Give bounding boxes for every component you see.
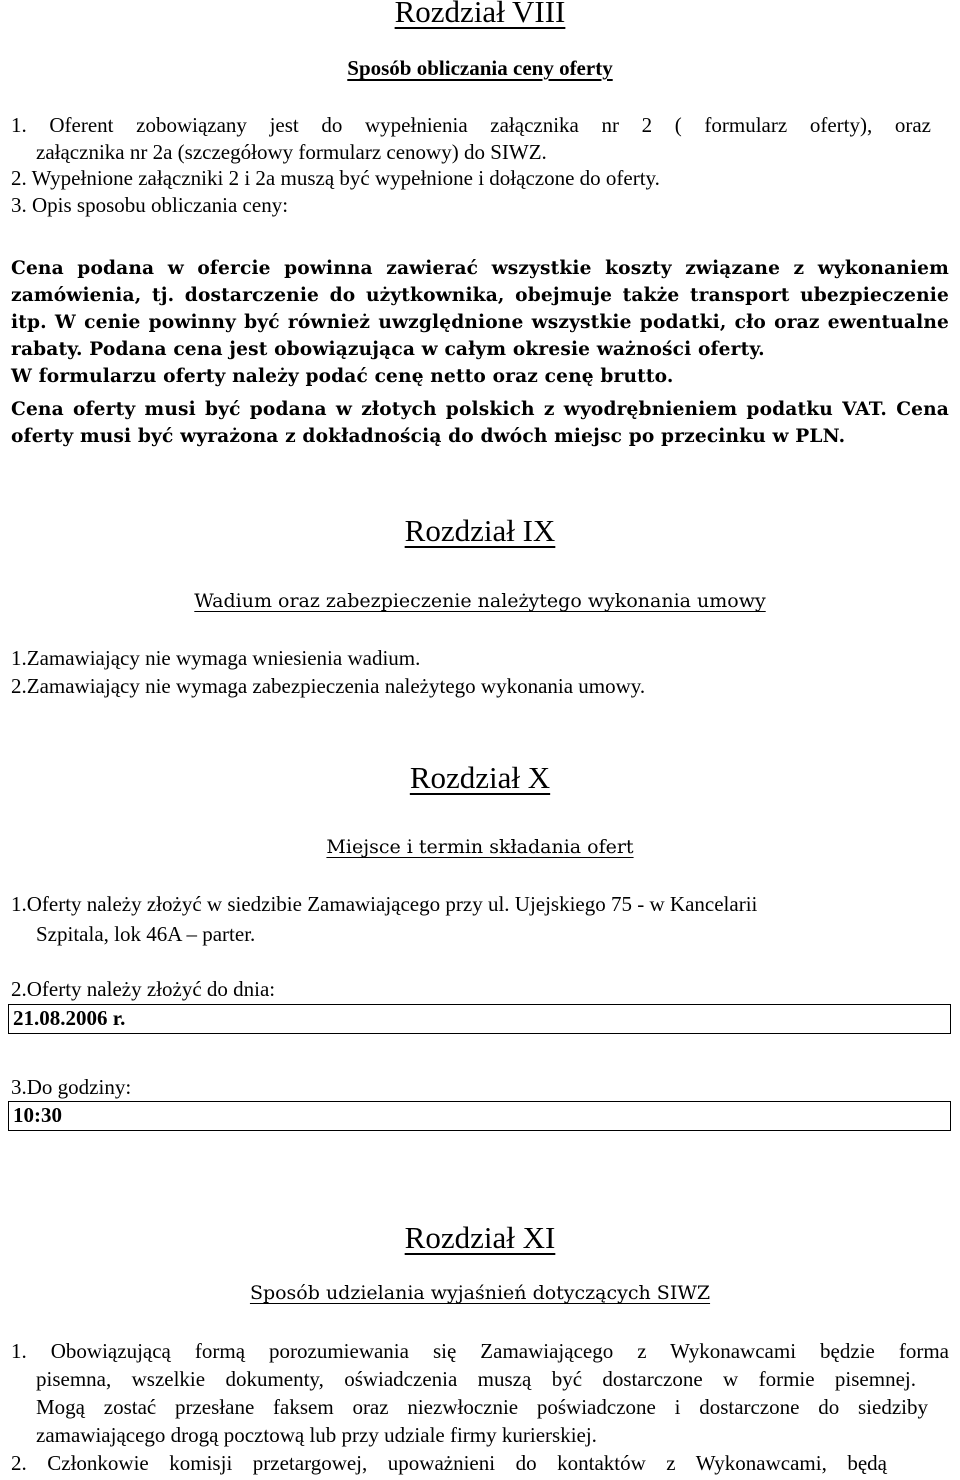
price-paragraph-line: zamówienia, tj. dostarczenie do użytkownika, obejmuje także transport ubezpieczenie bbox=[11, 285, 949, 306]
list-item: 2. Członkowie komisji przetargowej, upoważnieni do kontaktów z Wykonawcami, będą bbox=[11, 1451, 887, 1475]
list-item-continuation: Szpitala, lok 46A – parter. bbox=[36, 922, 256, 946]
list-item: 1. Oferent zobowiązany jest do wypełnienia załącznika nr 2 ( formularz oferty), oraz bbox=[11, 113, 931, 137]
list-item: 1.Oferty należy złożyć w siedzibie Zamawiającego przy ul. Ujejskiego 75 - w Kancelarii bbox=[11, 892, 758, 916]
list-item: 2.Zamawiający nie wymaga zabezpieczenia należytego wykonania umowy. bbox=[11, 674, 646, 698]
price-paragraph-line: itp. W cenie powinny być również uwzględnione wszystkie podatki, cło oraz ewentualne bbox=[11, 312, 949, 333]
chapter-title-xi: Rozdział XI bbox=[404, 1220, 556, 1255]
submission-date-field: 21.08.2006 r. bbox=[8, 1004, 951, 1034]
list-item: 1.Zamawiający nie wymaga wniesienia wadium. bbox=[11, 646, 421, 670]
list-item-continuation: Mogą zostać przesłane faksem oraz niezwłocznie poświadczone i dostarczone do siedziby bbox=[36, 1395, 928, 1419]
list-item-continuation: pisemna, wszelkie dokumenty, oświadczenia muszą być dostarczone w formie pisemnej. bbox=[36, 1367, 916, 1391]
chapter-subtitle-xi: Sposób udzielania wyjaśnień dotyczących SIWZ bbox=[249, 1282, 711, 1304]
price-paragraph-line: rabaty. Podana cena jest obowiązująca w całym okresie ważności oferty. bbox=[11, 339, 765, 360]
price-paragraph-line: oferty musi być wyrażona z dokładnością do dwóch miejsc po przecinku w PLN. bbox=[11, 426, 846, 447]
list-item-continuation: zamawiającego drogą pocztową lub przy udziale firmy kurierskiej. bbox=[36, 1423, 597, 1447]
list-item: 2. Wypełnione załączniki 2 i 2a muszą być wypełnione i dołączone do oferty. bbox=[11, 166, 660, 190]
list-item: 1. Obowiązującą formą porozumiewania się Zamawiającego z Wykonawcami będzie forma bbox=[11, 1339, 949, 1363]
chapter-title-viii: Rozdział VIII bbox=[394, 0, 566, 29]
chapter-subtitle-ix: Wadium oraz zabezpieczenie należytego wykonania umowy bbox=[194, 590, 766, 612]
chapter-subtitle-x: Miejsce i termin składania ofert bbox=[326, 836, 634, 858]
chapter-subtitle-viii: Sposób obliczania ceny oferty bbox=[347, 56, 613, 80]
price-paragraph-line: W formularzu oferty należy podać cenę netto oraz cenę brutto. bbox=[11, 366, 674, 387]
list-item: 3.Do godziny: bbox=[11, 1075, 132, 1099]
list-item: 3. Opis sposobu obliczania ceny: bbox=[11, 192, 289, 217]
chapter-title-x: Rozdział X bbox=[409, 760, 551, 795]
price-paragraph-line: Cena podana w ofercie powinna zawierać wszystkie koszty związane z wykonaniem bbox=[11, 258, 949, 279]
chapter-title-ix: Rozdział IX bbox=[404, 513, 556, 548]
list-item: 2.Oferty należy złożyć do dnia: bbox=[11, 977, 276, 1001]
chapter-viii-list bbox=[11, 112, 931, 218]
list-item-continuation: załącznika nr 2a (szczegółowy formularz cenowy) do SIWZ. bbox=[36, 139, 547, 164]
price-paragraph-line: Cena oferty musi być podana w złotych polskich z wyodrębnieniem podatku VAT. Cena bbox=[11, 399, 949, 420]
submission-time-field: 10:30 bbox=[8, 1101, 951, 1131]
